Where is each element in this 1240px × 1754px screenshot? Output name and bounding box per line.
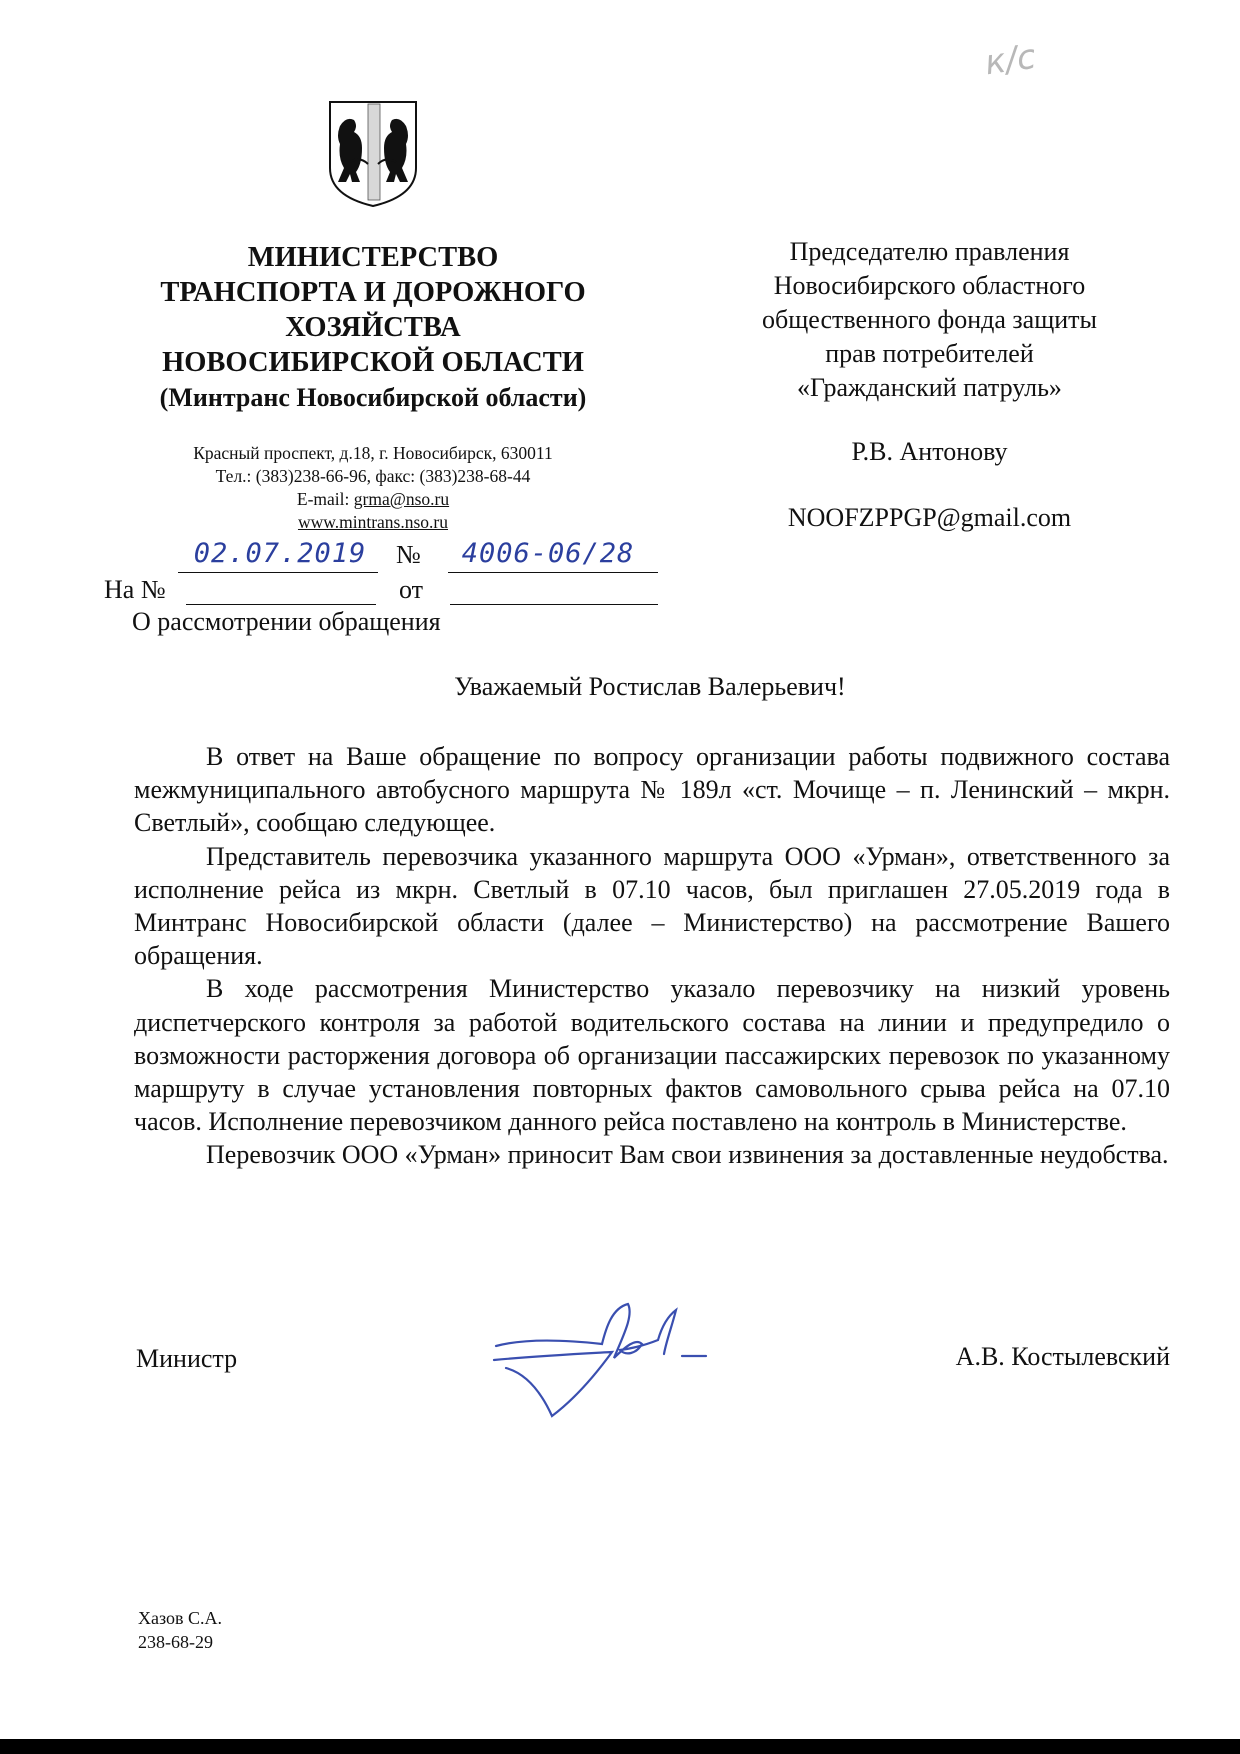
ministry-line: ХОЗЯЙСТВА [285,312,461,343]
reply-date-blank [450,604,658,605]
ministry-website-link[interactable]: www.mintrans.nso.ru [297,512,449,532]
performer-info [138,1606,222,1654]
coat-of-arms-icon [326,98,420,210]
scan-border [0,1739,1240,1754]
letter-body [134,740,1170,1172]
letter-greeting: Уважаемый Ростислав Валерьевич! [454,672,846,701]
ministry-phone: Тел.: (383)238-66-96, факс: (383)238-68-44 [215,466,531,486]
ministry-email-line [118,488,628,511]
performer-name: Хазов С.А. [138,1608,222,1628]
ministry-line: МИНИСТЕРСТВО [247,242,499,273]
letter-paragraph: В ответ на Ваше обращение по вопросу организации работы подвижного состава межмуниципального автобусного маршрута № 189л «ст. Мочище – п. Ленинский – мкрн. Светлый», сообщаю следующее. [134,742,1170,838]
reply-to-label: На № [104,575,166,604]
addressee-email: NOOFZPPGP@gmail.com [787,503,1072,532]
email-label: E-mail: [296,489,354,509]
letter-paragraph: Представитель перевозчика указанного маршрута ООО «Урман», ответственного за исполнение рейса из мкрн. Светлый в 07.10 часов, был приглашен 27.05.2019 года в Минтранс Новосибирской области (далее – Министерство) на рассмотрение Вашего обращения. [134,841,1170,971]
addressee-line: Председателю правления [789,237,1070,266]
ministry-line: НОВОСИБИРСКОЙ ОБЛАСТИ [162,347,584,378]
addressee-block [712,235,1147,405]
number-underline [448,572,658,573]
ministry-short-name: (Минтранс Новосибирской области) [159,383,587,412]
handwritten-signature [486,1298,736,1423]
handwritten-corner-mark: к/с [982,36,1039,84]
performer-phone: 238-68-29 [138,1632,213,1652]
registration-number: 4006-06/28 [461,538,635,569]
from-label: от [399,575,424,604]
addressee-line: «Гражданский патруль» [797,373,1062,402]
letter-paragraph: В ходе рассмотрения Министерство указало перевозчику на низкий уровень диспетчерского контроля за работой водительского состава на линии и предупредило о возможности расторжения договора об организации пассажирских перевозок по указанному маршруту в случае установления повторных фактов самовольного срыва рейса на 07.10 часов. Исполнение перевозчиком данного рейса поставлено на контроль в Министерстве. [134,974,1170,1137]
registration-date: 02.07.2019 [193,538,367,569]
letter-paragraph: Перевозчик ООО «Урман» приносит Вам свои извинения за доставленные неудобства. [206,1140,1169,1170]
ministry-address: Красный проспект, д.18, г. Новосибирск, 630011 [193,443,553,463]
addressee-line: Новосибирского областного [773,271,1086,300]
signatory-name: А.В. Костылевский [955,1342,1170,1371]
addressee-line: прав потребителей [825,339,1034,368]
addressee-name: Р.В. Антонову [851,437,1008,466]
date-underline [178,572,378,573]
ministry-contacts [118,442,628,534]
ministry-email-link[interactable]: grma@nso.ru [353,489,450,509]
addressee-line: общественного фонда защиты [762,305,1097,334]
registration-number-label: № [396,540,421,569]
ministry-header [118,240,628,415]
ministry-line: ТРАНСПОРТА И ДОРОЖНОГО [160,277,586,308]
reply-number-blank [186,604,376,605]
letter-subject: О рассмотрении обращения [132,607,441,636]
signatory-title: Министр [136,1344,238,1373]
